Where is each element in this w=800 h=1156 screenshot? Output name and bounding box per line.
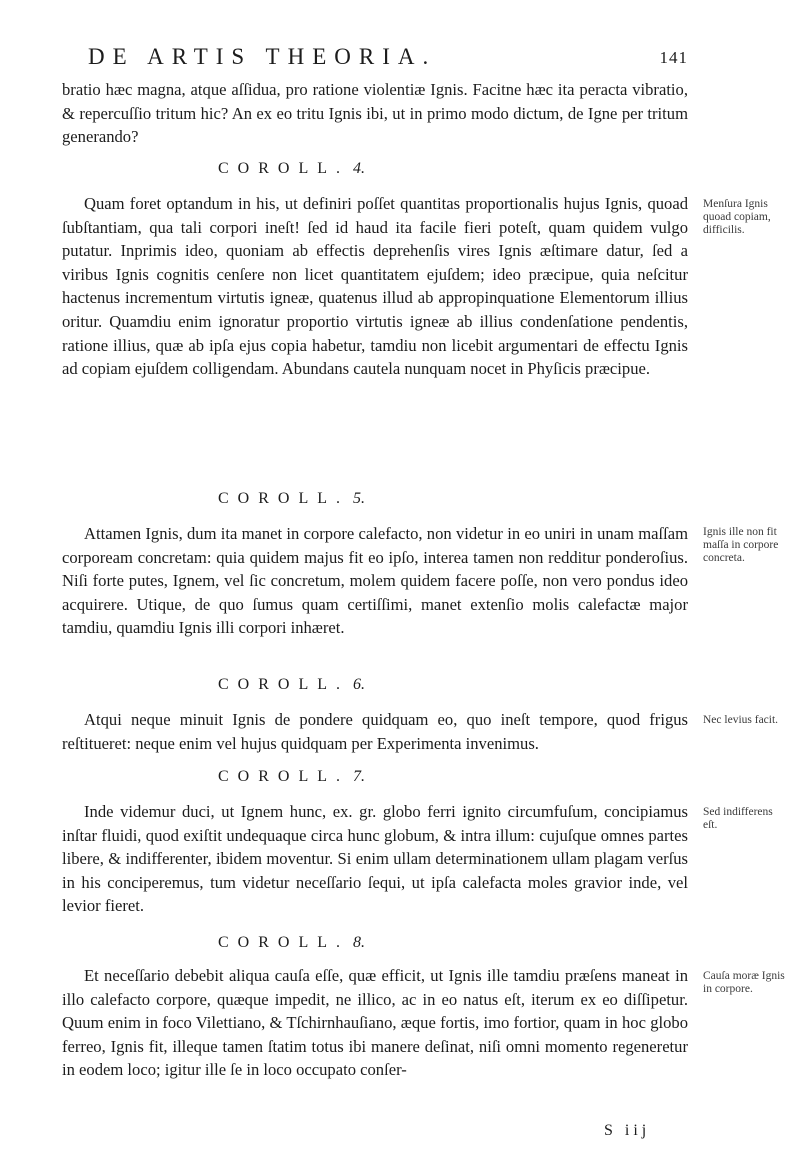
corollary-4-text: Quam foret optandum in his, ut definiri poſſet quantitas proportionalis hujus Ignis, quoad ſubſtantiam, qua tali corpori ineſt! ſed id haud ita facile fieri poteſt, quam quidem vulgo putatur. Inprimis ideo, quoniam ab effectis deprehenſis vires Ignis æſtimare datur, ſed a viribus Ignis cognitis cenſere non licet quantitatem ejuſdem; ideo præcipue, quia neſcitur hactenus incrementum virtutis igneæ, quatenus illud ab appropinquatione Elementorum illius oritur. Quamdiu enim ignoratur proportio virtutis igneæ ab illius condenſatione pendentis, ratione illius, quæ ab ipſa ejus copia habetur, tamdiu non licebit argumentari de effectu Ignis ad copiam ejuſdem colligendam. Abundans cautela nunquam nocet in Phyſicis præcipue. bbox=[62, 194, 688, 379]
page-number: 141 bbox=[659, 48, 688, 67]
margin-note-corollary-5: Ignis ille non fit maſſa in corpore concreta. bbox=[703, 526, 779, 564]
margin-note-corollary-7: Sed indifferens eſt. bbox=[703, 806, 773, 831]
margin-note-corollary-8: Cauſa moræ Ignis in corpore. bbox=[703, 970, 785, 995]
corollary-label: COROLL. bbox=[218, 768, 349, 785]
corollary-8-heading bbox=[218, 934, 365, 952]
corollary-number: 6. bbox=[353, 676, 365, 693]
margin-note-corollary-4: Menſura Ignis quoad copiam, difficilis. bbox=[703, 198, 771, 236]
margin-note-corollary-6: Nec levius facit. bbox=[703, 714, 779, 726]
corollary-label: COROLL. bbox=[218, 934, 349, 951]
paragraph-continuation: bratio hæc magna, atque aſſidua, pro ratione violentiæ Ignis. Facitne hæc ita peracta vibratio, & repercuſſio tritum hic? An ex eo tritu Ignis ibi, ut in primo modo dictum, de Igne per tritum generando? bbox=[62, 80, 688, 147]
corollary-5-text: Attamen Ignis, dum ita manet in corpore calefacto, non videtur in eo uniri in unam maſſam corpoream concretam: quia quidem majus fit eo ipſo, interea tamen non redditur ponderoſius. Niſi forte putes, Ignem, vel ſic concretum, molem quidem facere poſſe, non vero pondus ideo acquirere. Utique, de quo ſumus quam certiſſimi, manet extenſio molis calefactæ major tamdiu, quamdiu Ignis illi corpori inhæret. bbox=[62, 524, 688, 638]
corollary-5-heading bbox=[218, 490, 365, 508]
corollary-7-heading bbox=[218, 768, 365, 786]
corollary-6-heading bbox=[218, 676, 365, 694]
corollary-number: 4. bbox=[353, 160, 365, 177]
corollary-label: COROLL. bbox=[218, 490, 349, 507]
corollary-7-text: Inde videmur duci, ut Ignem hunc, ex. gr. globo ferri ignito circumfuſum, concipiamus inſtar fluidi, quod exiſtit undequaque circa hunc globum, & intra illum: cujuſque omnes partes libere, & indifferenter, ibidem moventur. Si enim ullam determinationem ullam plagam verſus in his conciperemus, tum videtur neceſſario ſequi, ut ipſa calefacta moles gravior inde, vel levior fieret. bbox=[62, 802, 688, 916]
corollary-number: 7. bbox=[353, 768, 365, 785]
corollary-label: COROLL. bbox=[218, 676, 349, 693]
corollary-label: COROLL. bbox=[218, 160, 349, 177]
corollary-4-heading bbox=[218, 160, 365, 178]
corollary-8-text: Et neceſſario debebit aliqua cauſa eſſe, quæ efficit, ut Ignis ille tamdiu præſens maneat in illo calefacto corpore, quæque impedit, ne illico, ac in eo natus eſt, iterum ex eo diſſipetur. Quum enim in foco Vilettiano, & Tſchirnhauſiano, æque fortis, imo fortior, quam in hoc globo ferreo, Ignis fit, illeque tamen ſtatim totus ibi manere deſinat, niſi omni momento regeneretur in eodem loco; igitur ille ſe in loco occupato conſer- bbox=[62, 966, 688, 1080]
running-head bbox=[88, 44, 688, 76]
corollary-number: 5. bbox=[353, 490, 365, 507]
corollary-number: 8. bbox=[353, 934, 365, 951]
signature-mark: S iij bbox=[604, 1122, 651, 1139]
corollary-6-text: Atqui neque minuit Ignis de pondere quidquam eo, quo ineſt tempore, quod frigus reſtitueret: neque enim vel hujus quidquam per Experimenta invenimus. bbox=[62, 710, 688, 753]
running-head-title: DE ARTIS THEORIA. bbox=[88, 44, 437, 69]
